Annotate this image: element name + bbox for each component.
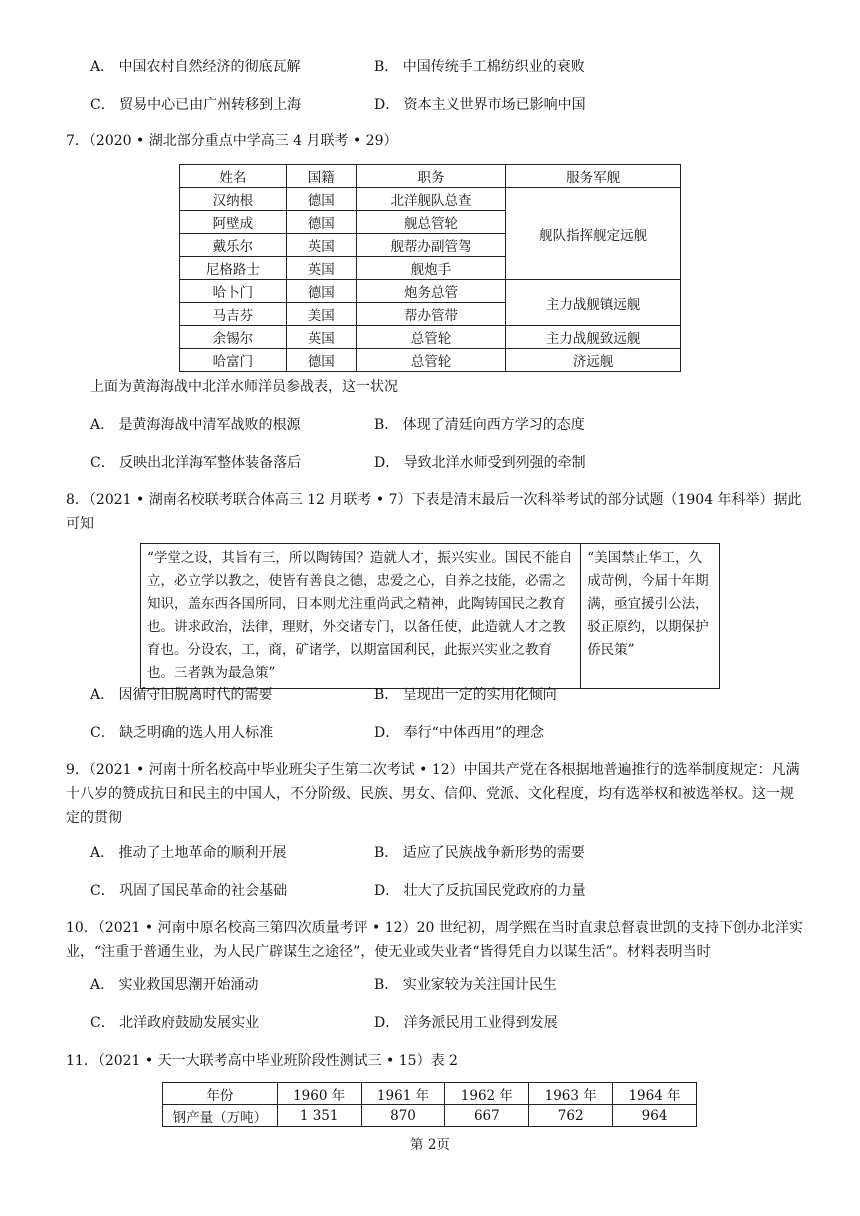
q7-cell: 北洋舰队总查 <box>356 188 506 211</box>
q7-option-d: D． 导致北洋水师受到列强的牵制 <box>374 455 586 471</box>
q8-right-cell: “美国禁止华工，久成苛例，今届十年期满，亟宜援引公法，驳正原约，以期保护侨民策” <box>581 544 720 689</box>
q11-value: 1 351 <box>277 1105 361 1127</box>
q7-option-c: C． 反映出北洋海军整体装备落后 <box>90 455 302 471</box>
q11-year: 1962 年 <box>445 1083 529 1105</box>
q11-year: 1960 年 <box>277 1083 361 1105</box>
q8-table <box>140 543 720 689</box>
q7-option-b: B． 体现了清廷向西方学习的态度 <box>374 417 585 433</box>
q7-cell: 哈富门 <box>180 349 287 372</box>
q8-option-b: B． 呈现出一定的实用化倾向 <box>374 687 557 703</box>
q9-option-d: D． 壮大了反抗国民党政府的力量 <box>374 883 586 899</box>
q9-option-a: A． 推动了土地革命的顺利开展 <box>90 845 287 861</box>
q7-cell: 尼格路士 <box>180 257 287 280</box>
q7-cell: 舰炮手 <box>356 257 506 280</box>
q10-option-b: B． 实业家较为关注国计民生 <box>374 977 557 993</box>
q11-year: 1963 年 <box>529 1083 613 1105</box>
q6-option-c: C． 贸易中心已由广州转移到上海 <box>90 97 302 113</box>
q7-cell: 德国 <box>286 211 356 234</box>
q7-cell: 总管轮 <box>356 349 506 372</box>
q7-head: 7．（2020 • 湖北部分重点中学高三 4 月联考 • 29） <box>66 133 398 149</box>
q7-cell: 德国 <box>286 349 356 372</box>
q10-option-a: A． 实业救国思潮开始涌动 <box>90 977 259 993</box>
q7-option-a: A． 是黄海海战中清军战败的根源 <box>90 417 301 433</box>
q7-cell: 德国 <box>286 188 356 211</box>
q7-header-post: 职务 <box>356 165 506 188</box>
q9-option-c: C． 巩固了国民革命的社会基础 <box>90 883 288 899</box>
q11-row-label-output: 钢产量（万吨） <box>163 1105 278 1127</box>
q7-table <box>179 164 681 372</box>
q7-ship-group: 舰队指挥舰定远舰 <box>506 188 681 280</box>
q7-cell: 总管轮 <box>356 326 506 349</box>
q7-cell: 戴乐尔 <box>180 234 287 257</box>
q7-cell: 炮务总管 <box>356 280 506 303</box>
page-number: 第 2页 <box>410 1137 450 1153</box>
q11-table <box>162 1082 697 1127</box>
q10-option-c: C． 北洋政府鼓励发展实业 <box>90 1015 260 1031</box>
q6-option-b: B． 中国传统手工棉纺织业的衰败 <box>374 59 585 75</box>
q7-ship-group: 济远舰 <box>506 349 681 372</box>
q7-cell: 汉纳根 <box>180 188 287 211</box>
q7-caption: 上面为黄海海战中北洋水师洋员参战表，这一状况 <box>90 379 398 395</box>
q7-cell: 美国 <box>286 303 356 326</box>
q11-head: 11．（2021 • 天一大联考高中毕业班阶段性测试三 • 15）表 2 <box>66 1053 458 1069</box>
q7-cell: 德国 <box>286 280 356 303</box>
q8-option-d: D． 奉行“中体西用”的理念 <box>374 725 544 741</box>
q11-row-label-year: 年份 <box>163 1083 278 1105</box>
q7-header-nationality: 国籍 <box>286 165 356 188</box>
q7-cell: 英国 <box>286 326 356 349</box>
q7-cell: 英国 <box>286 234 356 257</box>
q7-cell: 哈卜门 <box>180 280 287 303</box>
q11-year: 1964 年 <box>613 1083 697 1105</box>
q8-option-a: A． 因循守旧脱离时代的需要 <box>90 687 273 703</box>
q7-cell: 阿壁成 <box>180 211 287 234</box>
q7-cell: 英国 <box>286 257 356 280</box>
q7-ship-group: 主力战舰致远舰 <box>506 326 681 349</box>
q7-cell: 舰帮办副管驾 <box>356 234 506 257</box>
q7-cell: 舰总管轮 <box>356 211 506 234</box>
q11-value: 762 <box>529 1105 613 1127</box>
q7-ship-group: 主力战舰镇远舰 <box>506 280 681 326</box>
q11-value: 667 <box>445 1105 529 1127</box>
q6-option-d: D． 资本主义世界市场已影响中国 <box>374 97 586 113</box>
q7-cell: 余锡尔 <box>180 326 287 349</box>
q11-value: 870 <box>361 1105 445 1127</box>
q11-value: 964 <box>613 1105 697 1127</box>
q9-option-b: B． 适应了民族战争新形势的需要 <box>374 845 585 861</box>
q11-year: 1961 年 <box>361 1083 445 1105</box>
q7-cell: 帮办管带 <box>356 303 506 326</box>
q7-header-name: 姓名 <box>180 165 287 188</box>
q9-head: 9．（2021 • 河南十所名校高中毕业班尖子生第二次考试 • 12）中国共产党在各根据地普遍推行的选举制度规定：凡满十八岁的赞成抗日和民主的中国人，不分阶级、民族、男女、信仰、党派、文化程度，均有选举权和被选举权。这一规定的贯彻 <box>66 762 800 826</box>
q10-head: 10．（2021 • 河南中原名校高三第四次质量考评 • 12）20 世纪初，周学熙在当时直隶总督袁世凯的支持下创办北洋实业，“注重于普通生业，为人民广辟谋生之途径”，使无业或失业者“皆得凭自力以谋生活”。材料表明当时 <box>66 920 803 960</box>
q8-option-c: C． 缺乏明确的选人用人标准 <box>90 725 274 741</box>
q8-head: 8．（2021 • 湖南名校联考联合体高三 12 月联考 • 7）下表是清末最后一次科举考试的部分试题（1904 年科举）据此可知 <box>66 492 802 532</box>
q8-left-cell: “学堂之设，其旨有三，所以陶铸国？造就人才，振兴实业。国民不能自立，必立学以教之，使皆有善良之德，忠爱之心，自养之技能，必需之知识，盖东西各国所同，日本则尤注重尚武之精神，此陶铸国民之教育也。讲求政治，法律，理财，外交诸专门，以备任使，此造就人才之教育也。分设农，工，商，矿诸学，以期富国利民，此振兴实业之教育也。三者孰为最急策” <box>141 544 581 689</box>
q7-header-ship: 服务军舰 <box>506 165 681 188</box>
q6-option-a: A． 中国农村自然经济的彻底瓦解 <box>90 59 301 75</box>
q7-cell: 马吉芬 <box>180 303 287 326</box>
q10-option-d: D． 洋务派民用工业得到发展 <box>374 1015 558 1031</box>
